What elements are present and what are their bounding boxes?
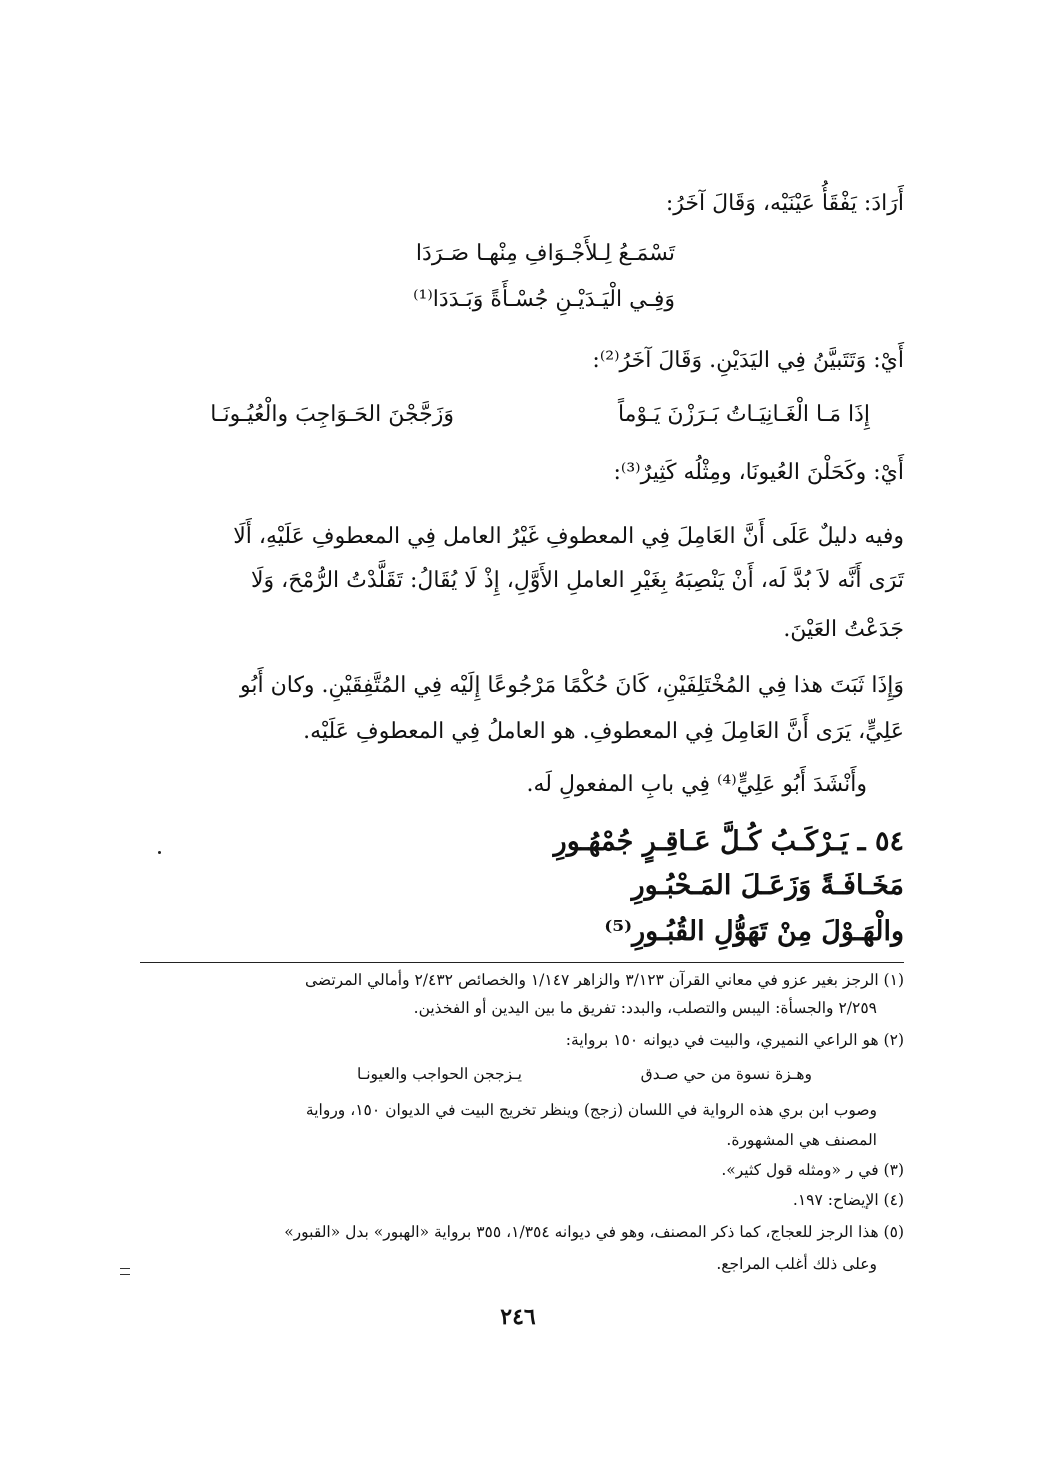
footnote-2-line-1: (٢) هو الراعي النميري، والبيت في ديوانه ١٥٠ برواية: bbox=[565, 1031, 904, 1049]
paragraph-1-line-2: تَرَى أَنَّه لاَ بُدَّ لَه، أَنْ يَنْصِبَهُ بِغَيْرِ العاملِ الأَوَّلِ، إِذْ لَا يُقَالُ: تَقَلَّدْتُ الرُّمْحَ، وَلَا bbox=[250, 568, 904, 593]
footnote-5-line-2: وعلى ذلك أغلب المراجع. bbox=[716, 1255, 877, 1273]
margin-mark bbox=[120, 1268, 130, 1275]
paragraph-2-line-2: عَلِيٍّ، يَرَى أَنَّ العَامِلَ فِي المعطوفِ. هو العاملُ فِي المعطوفِ عَلَيْه. bbox=[303, 719, 904, 744]
intro-line-2: أَيْ: وَتَتَبيَّنُ فِي اليَدَيْنِ. وَقَالَ آخَرُ⁽²⁾: bbox=[592, 348, 904, 373]
footnote-2-verse-left: يـزججن الحواجب والعيونـا bbox=[356, 1065, 522, 1083]
verse-1-line-2: وَفِـي الْيَـدَيْـنِ جُسْـأَةً وَبَـدَدَا⁽¹⁾ bbox=[413, 287, 675, 312]
rajaz-line-3: والْهَـوْلَ مِنْ تَهَوُّلِ القُبُـورِ⁽⁵⁾ bbox=[604, 916, 904, 947]
intro-line-3: أَيْ: وكَحَلْنَ العُيونَا، ومِثْلُه كَثِيرٌ⁽³⁾: bbox=[613, 460, 904, 485]
paragraph-1-line-1: وفيه دليلٌ عَلَى أَنَّ العَامِلَ فِي المعطوفِ غَيْرُ العامل فِي المعطوفِ عَلَيْهِ، أَلَا bbox=[233, 524, 904, 549]
footnote-2-line-4: المصنف هي المشهورة. bbox=[726, 1131, 877, 1149]
footnote-5-line-1: (٥) هذا الرجز للعجاج، كما ذكر المصنف، وهو في ديوانه ١/٣٥٤، ٣٥٥ برواية «الهبور» بدل «القبور» bbox=[284, 1223, 904, 1241]
verse-2-left-hemistich: وَزَجَّجْنَ الحَـوَاجِبَ والْعُيُـونَـا bbox=[210, 402, 454, 427]
verse-1-line-1: تَسْمَـعُ لِـلأَجْـوَافِ مِنْهـا صَـرَدَا bbox=[415, 241, 675, 266]
rajaz-line-2: مَخَـافَـةً وَزَعَـلَ المَـحْبُـورِ bbox=[631, 870, 904, 901]
margin-dot bbox=[158, 851, 161, 854]
paragraph-1-line-3: جَدَعْتُ العَيْنَ. bbox=[783, 617, 904, 642]
footnote-2-verse-right: وهـزة نسوة من حي صـدق bbox=[640, 1065, 812, 1083]
footnote-1-line-2: ٢/٢٥٩ والجسأة: اليبس والتصلب، والبدد: تفريق ما بين اليدين أو الفخذين. bbox=[413, 999, 877, 1017]
footnote-1-line-1: (١) الرجز بغير عزو في معاني القرآن ٣/١٢٣ والزاهر ١/١٤٧ والخصائص ٢/٤٣٢ وأمالي المرتضى bbox=[304, 971, 904, 989]
footnote-4: (٤) الإيضاح: ١٩٧. bbox=[792, 1191, 904, 1209]
paragraph-3: وأَنْشَدَ أَبُو عَلِيٍّ⁽⁴⁾ فِي بابِ المفعولِ لَه. bbox=[526, 772, 867, 797]
rajaz-line-1: ٥٤ ـ يَـرْكَـبُ كُـلَّ عَـاقِـرٍ جُمْهُـورِ bbox=[553, 826, 904, 857]
footnote-separator bbox=[140, 962, 904, 963]
footnote-3: (٣) في ر «ومثله قول كثير». bbox=[721, 1161, 904, 1179]
footnote-2-line-3: وصوب ابن بري هذه الرواية في اللسان (زجج) وينظر تخريج البيت في الديوان ١٥٠، ورواية bbox=[305, 1101, 877, 1119]
intro-line-1: أَرَادَ: يَفْقَأُ عَيْنَيْه، وَقَالَ آخَرُ: bbox=[665, 191, 904, 216]
page-number: ٢٤٦ bbox=[500, 1304, 536, 1330]
verse-2-right-hemistich: إِذَا مَـا الْغَـانِيَـاتُ بَـرَزْنَ يَـوْماً bbox=[617, 402, 870, 427]
paragraph-2-line-1: وَإِذَا ثَبَتَ هذا فِي المُخْتَلِفَيْنِ، كَانَ حُكْمًا مَرْجُوعًا إِلَيْه فِي المُتَّفِقَيْنِ. وكان أَبُو bbox=[239, 673, 904, 698]
